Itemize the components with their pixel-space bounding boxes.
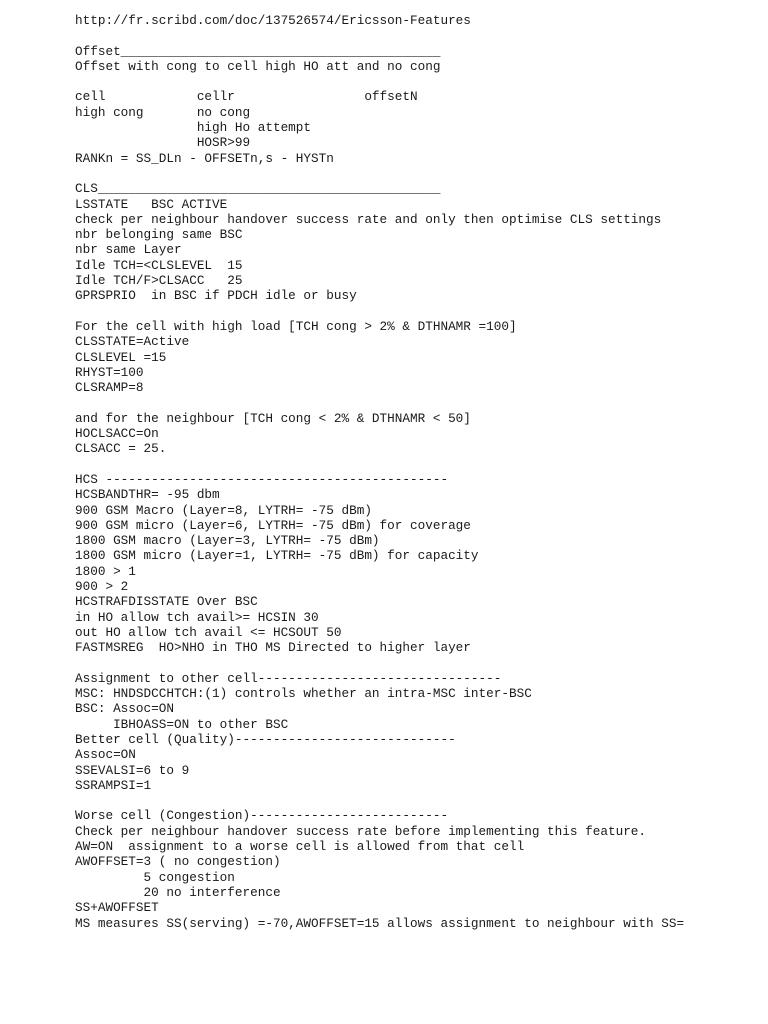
text-line: Offset__________________________________________ — [75, 43, 441, 59]
text-line: Idle TCH=<CLSLEVEL 15 — [75, 257, 243, 273]
text-line: high cong no cong — [75, 104, 251, 120]
text-line: HCSBANDTHR= -95 dbm — [75, 487, 220, 503]
text-line: 1800 GSM micro (Layer=1, LYTRH= -75 dBm) for capacity — [75, 548, 479, 564]
text-line: Assoc=ON — [75, 747, 136, 763]
blank-line — [75, 655, 755, 670]
blank-line — [75, 457, 755, 472]
text-line: CLSSTATE=Active — [75, 334, 190, 350]
text-line: nbr same Layer — [75, 242, 182, 258]
text-line: nbr belonging same BSC — [75, 227, 243, 243]
text-line: check per neighbour handover success rate and only then optimise CLS settings — [75, 211, 662, 227]
text-line: 20 no interference — [75, 884, 281, 900]
text-line: CLSLEVEL =15 — [75, 349, 167, 365]
text-line: http://fr.scribd.com/doc/137526574/Ericsson-Features — [75, 13, 471, 28]
text-line: SS+AWOFFSET — [75, 900, 159, 916]
text-line: BSC: Assoc=ON — [75, 701, 174, 717]
blank-line — [75, 166, 755, 181]
text-line: MSC: HNDSDCCHTCH:(1) controls whether an intra-MSC inter-BSC — [75, 686, 532, 702]
text-line: LSSTATE BSC ACTIVE — [75, 196, 228, 212]
blank-line — [75, 74, 755, 89]
text-line: Better cell (Quality)----------------------------- — [75, 731, 456, 747]
blank-line — [75, 793, 755, 808]
document-body — [75, 13, 755, 931]
text-line: 1800 > 1 — [75, 563, 136, 579]
text-line: high Ho attempt — [75, 120, 312, 136]
text-line: CLSACC = 25. — [75, 441, 167, 457]
text-line: SSEVALSI=6 to 9 — [75, 762, 190, 778]
text-line: out HO allow tch avail <= HCSOUT 50 — [75, 624, 342, 640]
text-line: FASTMSREG HO>NHO in THO MS Directed to higher layer — [75, 640, 471, 656]
text-line: HOCLSACC=On — [75, 426, 159, 442]
text-line: CLSRAMP=8 — [75, 380, 144, 396]
text-line: Check per neighbour handover success rate before implementing this feature. — [75, 823, 647, 839]
text-line: RANKn = SS_DLn - OFFSETn,s - HYSTn — [75, 150, 334, 166]
text-line: Idle TCH/F>CLSACC 25 — [75, 273, 243, 289]
text-line: CLS_____________________________________________ — [75, 181, 441, 197]
text-line: RHYST=100 — [75, 364, 144, 380]
text-line: For the cell with high load [TCH cong > 2% & DTHNAMR =100] — [75, 318, 517, 334]
text-line: 5 congestion — [75, 869, 235, 885]
text-line: 900 > 2 — [75, 578, 129, 594]
text-line: MS measures SS(serving) =-70,AWOFFSET=15 allows assignment to neighbour with SS= — [75, 915, 685, 931]
text-line: HOSR>99 — [75, 135, 251, 151]
blank-line — [75, 304, 755, 319]
text-line: AW=ON assignment to a worse cell is allowed from that cell — [75, 839, 525, 855]
blank-line — [75, 28, 755, 43]
text-line: SSRAMPSI=1 — [75, 777, 152, 793]
text-line: GPRSPRIO in BSC if PDCH idle or busy — [75, 288, 357, 304]
blank-line — [75, 395, 755, 410]
text-line: in HO allow tch avail>= HCSIN 30 — [75, 609, 319, 625]
text-line: cell cellr offsetN — [75, 89, 418, 105]
text-line: 900 GSM micro (Layer=6, LYTRH= -75 dBm) for coverage — [75, 517, 471, 533]
text-line: 900 GSM Macro (Layer=8, LYTRH= -75 dBm) — [75, 502, 372, 518]
text-line: HCS --------------------------------------------- — [75, 471, 449, 487]
text-line: IBHOASS=ON to other BSC — [75, 716, 289, 732]
text-line: and for the neighbour [TCH cong < 2% & DTHNAMR < 50] — [75, 410, 471, 426]
text-line: Assignment to other cell-------------------------------- — [75, 670, 502, 686]
text-line: Offset with cong to cell high HO att and no cong — [75, 58, 441, 74]
text-line: Worse cell (Congestion)-------------------------- — [75, 808, 449, 824]
text-line: AWOFFSET=3 ( no congestion) — [75, 854, 281, 870]
text-line: HCSTRAFDISSTATE Over BSC — [75, 594, 258, 610]
text-line: 1800 GSM macro (Layer=3, LYTRH= -75 dBm) — [75, 533, 380, 549]
